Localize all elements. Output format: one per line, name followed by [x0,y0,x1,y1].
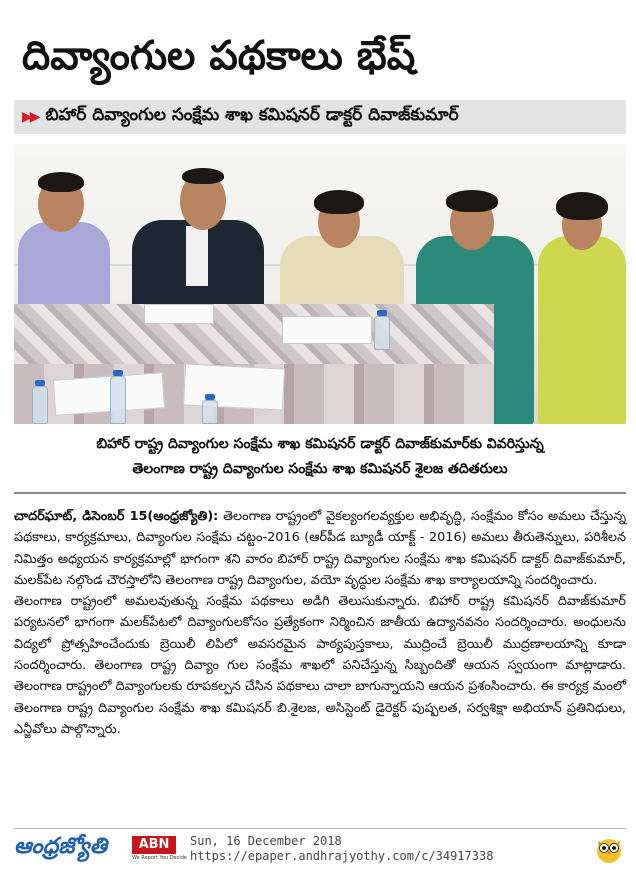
publication-date: Sun, 16 December 2018 [190,834,342,848]
double-chevron-icon: ▶▶ [22,109,38,125]
paragraph-text: తెలంగాణ రాష్ట్రంలో వైకల్యంగలవ్యక్తుల అభివృద్ధి, సంక్షేమం కోసం అమలు చేస్తున్న పథకాలు, కార్యక్రమాలు, దివ్యాంగుల సంక్షేమ చట్టం-2016 (ఆర్‌పీడ బ్యూడీ యాక్ట్ - 2016) అమలు తీరుతెన్నులు, పరిశీలన నిమిత్తం అధ్యయన కార్యక్రమాల్లో భాగంగా శని వారం బిహార్ రాష్ట్ర దివ్యాంగుల సంక్షేమ శాఖ కమిషనర్ డాక్టర్ దివాజ్‌కుమార్, మలక్‌పేట నల్గొండ చౌరస్తాలోని తెలంగాణ రాష్ట్ర దివ్యాంగుల, వయో వృద్ధుల సంక్షేమ శాఖ కార్యాలయాన్ని సందర్శించారు. [14,509,626,588]
abn-logo: ABN [132,836,176,854]
water-bottle [202,400,218,424]
paragraph [14,506,626,591]
divider [14,828,626,829]
article-body [14,506,626,740]
caption-line: బిహార్ రాష్ట్ర దివ్యాంగుల సంక్షేమ శాఖ కమిషనర్ డాక్టర్ దివాజ్‌కుమార్‌కు వివరిస్తున్న [96,436,544,452]
paragraph: తెలంగాణ రాష్ట్రంలో అమలవుతున్న సంక్షేమ పథకాలు అడిగి తెలుసుకున్నారు. బిహార్ రాష్ట్ర కమిషనర్ దివాజ్‌కుమార్ పర్యటనలో భాగంగా మలక్‌పేటలో దివ్యాంగులకోసం ప్రత్యేకంగా నిర్మించిన జాతీయ ఉద్యానవనం సందర్శించారు. అంధులను విద్యలో ప్రోత్సహించేందుకు బ్రెయిలీ లిపిలో అవసరమైన పాఠ్యపుస్తకాలు, ముద్రించే బ్రెయిలీ ముద్రణాలయాన్ని కూడా సందర్శించారు. తెలంగాణ రాష్ట్ర దివ్యాం గుల సంక్షేమ శాఖలో పనిచేస్తున్న సిబ్బందితో ఆయన స్వయంగా మాట్లాడారు. తెలంగాణ రాష్ట్రంలో దివ్యాంగులకు రూపకల్పన చేసిన పథకాలు చాలా బాగున్నాయని ఆయన ప్రశంసించారు. ఈ కార్యక్ర మంలో తెలంగాణ రాష్ట్ర దివ్యాంగుల సంక్షేమ శాఖ కమిషనర్ బి.శైలజ, అసిస్టెంట్ డైరెక్టర్ పుష్పలత, సర్వశిక్షా అభియాన్ ప్రతినిధులు, ఎన్జీవోలు పాల్గొన్నారు. [14,594,626,737]
abn-tagline: We Report You Decide [132,855,188,861]
footer [14,834,626,864]
subheadline-bar [14,100,626,134]
dateline: చాదర్‌ఘాట్, డిసెంబర్ 15(ఆంధ్రజ్యోతి): [14,509,219,524]
epaper-link[interactable]: https://epaper.andhrajyothy.com/c/34917338 [190,849,494,863]
water-bottle [32,386,48,424]
caption-line: తెలంగాణ రాష్ట్ర దివ్యాంగుల సంక్షేమ శాఖ కమిషనర్ శైలజ తదితరులు [132,461,508,477]
water-bottle [110,376,126,424]
water-bottle [374,316,390,350]
headline: దివ్యాంగుల పథకాలు భేష్ [22,33,416,79]
subheadline: బిహార్ దివ్యాంగుల సంక్షేమ శాఖ కమిషనర్ డాక్టర్ దివాజ్‌కుమార్ [45,105,459,125]
photo-caption [14,432,626,482]
news-photo [14,144,626,424]
newspaper-logo: ఆంధ్రజ్యోతి [14,834,107,859]
divider [14,492,626,494]
owl-icon [594,834,624,864]
